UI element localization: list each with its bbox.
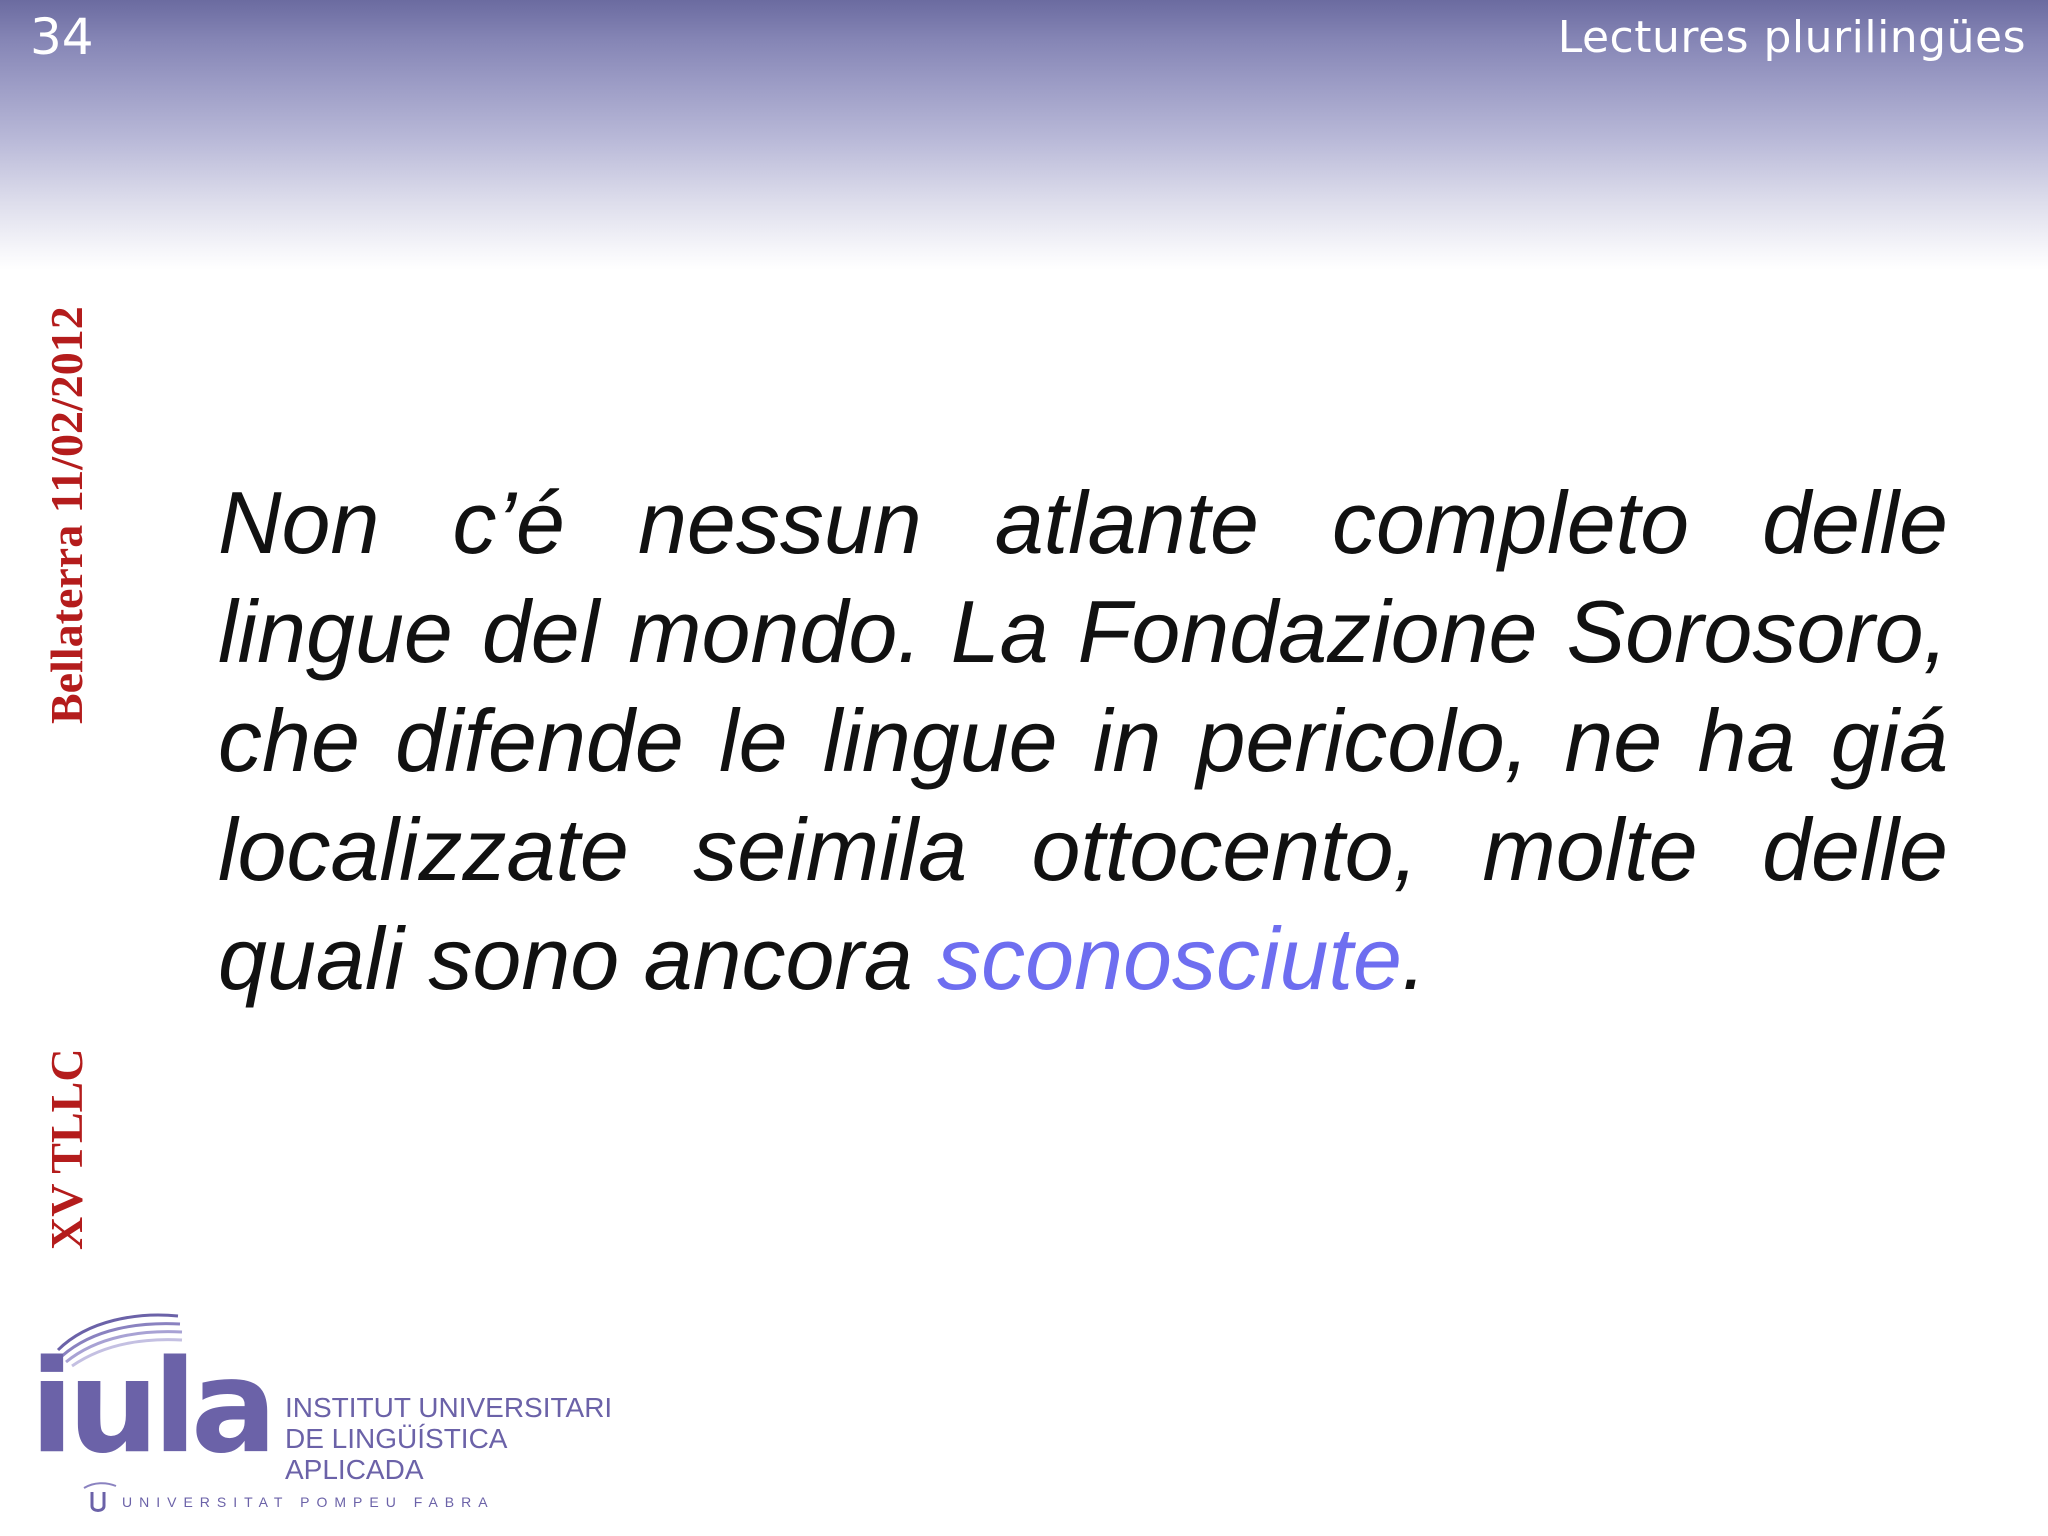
side-date-label: Bellaterra 11/02/2012 [41, 306, 92, 724]
logo-wordmark: iula [30, 1333, 272, 1482]
quote-text: Non c’é nessun atlante completo delle lingue del mondo. La Fondazione Sorosoro, che difende le lingue in pericolo, ne ha giá localizzate seimila ottocento, molte delle quali sono ancora [218, 473, 1948, 1008]
main-quote [218, 468, 1948, 1013]
quote-end-punct: . [1401, 909, 1427, 1008]
quote-highlight-word: sconosciute [937, 909, 1402, 1008]
side-conference-label: XV TLLC [41, 1048, 92, 1250]
iula-logo [30, 1310, 650, 1520]
institute-line-2: DE LINGÜÍSTICA APLICADA [285, 1423, 506, 1485]
institute-name [285, 1392, 650, 1485]
university-name: UNIVERSITAT POMPEU FABRA [122, 1494, 495, 1510]
deck-title: Lectures plurilingües [1557, 12, 2026, 63]
institute-line-1: INSTITUT UNIVERSITARI [285, 1392, 613, 1423]
upf-icon [80, 1480, 120, 1516]
slide-number: 34 [30, 8, 94, 66]
